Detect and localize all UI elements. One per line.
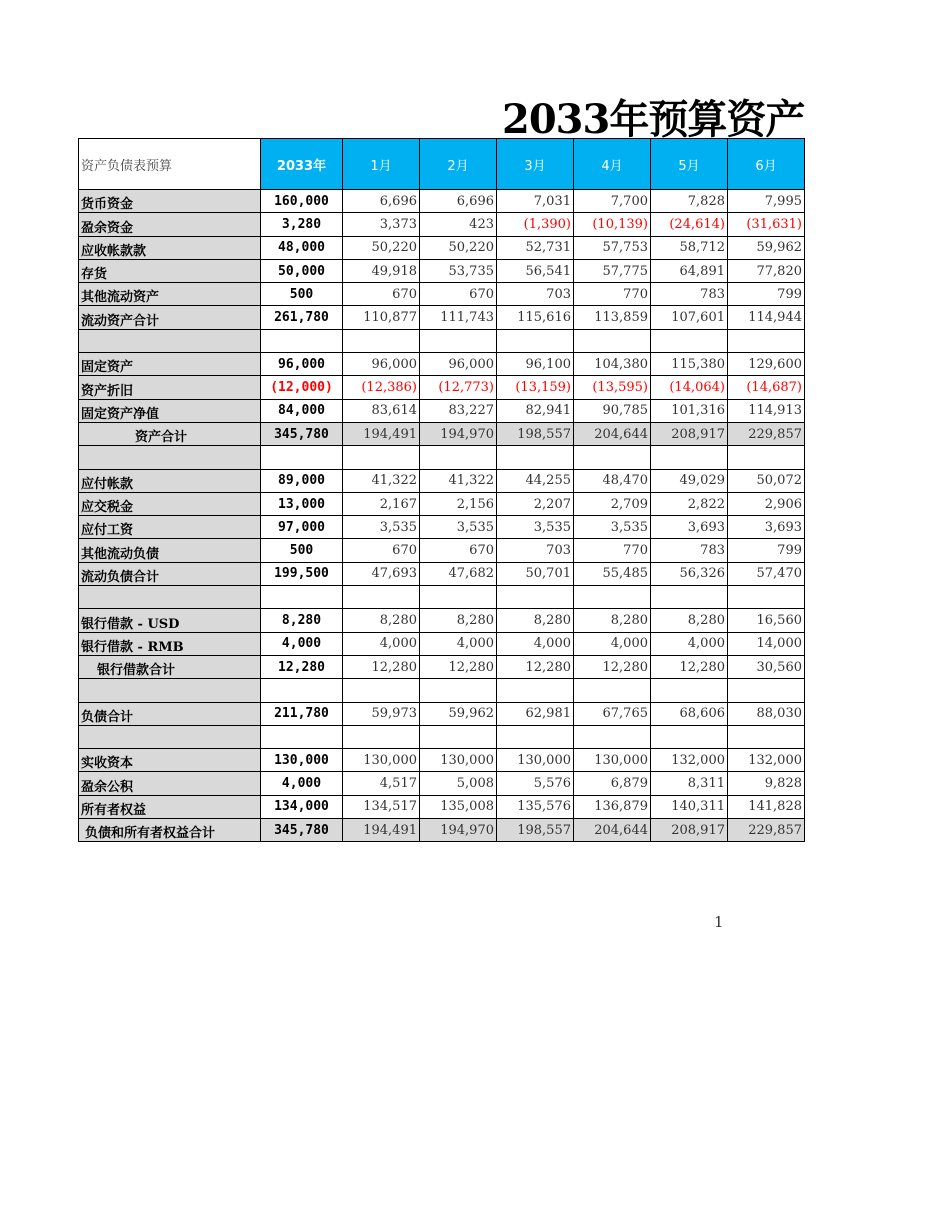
row-label-cell[interactable] xyxy=(79,725,261,748)
month-value-cell[interactable]: 59,973 xyxy=(343,702,420,725)
header-month-cell[interactable]: 2月 xyxy=(420,139,497,190)
month-value-cell[interactable]: 2,709 xyxy=(574,492,651,515)
month-value-cell[interactable]: 111,743 xyxy=(420,306,497,329)
month-value-cell[interactable]: 770 xyxy=(574,283,651,306)
month-value-cell[interactable]: 53,735 xyxy=(420,259,497,282)
month-value-cell[interactable]: 3,535 xyxy=(497,516,574,539)
month-value-cell[interactable] xyxy=(497,586,574,609)
month-value-cell[interactable]: 3,535 xyxy=(574,516,651,539)
month-value-cell[interactable]: (14,064) xyxy=(651,376,728,399)
month-value-cell[interactable]: 50,701 xyxy=(497,562,574,585)
row-label-cell[interactable]: 应付帐款 xyxy=(79,469,261,492)
table-row xyxy=(79,772,805,795)
month-value-cell[interactable]: 49,918 xyxy=(343,259,420,282)
month-value-cell[interactable]: 670 xyxy=(343,539,420,562)
month-value-cell[interactable]: 140,311 xyxy=(651,795,728,818)
month-value-cell[interactable]: 208,917 xyxy=(651,422,728,445)
row-label-cell[interactable]: 应付工资 xyxy=(79,516,261,539)
year-value-cell[interactable] xyxy=(261,446,343,469)
month-value-cell[interactable] xyxy=(728,446,805,469)
month-value-cell[interactable]: 113,859 xyxy=(574,306,651,329)
year-value-cell[interactable] xyxy=(261,725,343,748)
month-value-cell[interactable]: 88,030 xyxy=(728,702,805,725)
month-value-cell[interactable] xyxy=(420,725,497,748)
month-value-cell[interactable]: 132,000 xyxy=(651,749,728,772)
blank-row xyxy=(79,679,805,702)
month-value-cell[interactable]: 4,000 xyxy=(343,632,420,655)
month-value-cell[interactable] xyxy=(343,679,420,702)
table-row xyxy=(79,655,805,678)
month-value-cell[interactable]: (12,386) xyxy=(343,376,420,399)
row-label-cell[interactable] xyxy=(79,446,261,469)
month-value-cell[interactable]: 12,280 xyxy=(497,655,574,678)
month-value-cell[interactable]: 4,000 xyxy=(497,632,574,655)
month-value-cell[interactable]: 58,712 xyxy=(651,236,728,259)
month-value-cell[interactable]: 50,220 xyxy=(420,236,497,259)
month-value-cell[interactable]: 703 xyxy=(497,539,574,562)
month-value-cell[interactable]: 141,828 xyxy=(728,795,805,818)
month-value-cell[interactable]: 16,560 xyxy=(728,609,805,632)
month-value-cell[interactable]: (1,390) xyxy=(497,213,574,236)
table-row xyxy=(79,422,805,445)
month-value-cell[interactable]: 2,906 xyxy=(728,492,805,515)
month-value-cell[interactable] xyxy=(497,329,574,352)
month-value-cell[interactable] xyxy=(574,679,651,702)
month-value-cell[interactable]: 194,970 xyxy=(420,422,497,445)
month-value-cell[interactable]: 229,857 xyxy=(728,422,805,445)
row-label-cell[interactable] xyxy=(79,679,261,702)
table-row xyxy=(79,469,805,492)
month-value-cell[interactable] xyxy=(574,446,651,469)
month-value-cell[interactable]: 6,696 xyxy=(420,190,497,213)
header-month-cell[interactable]: 1月 xyxy=(343,139,420,190)
blank-row xyxy=(79,446,805,469)
month-value-cell[interactable]: 64,891 xyxy=(651,259,728,282)
header-month-cell[interactable]: 6月 xyxy=(728,139,805,190)
year-value-cell[interactable]: 199,500 xyxy=(261,562,343,585)
month-value-cell[interactable]: 57,470 xyxy=(728,562,805,585)
month-value-cell[interactable]: 7,031 xyxy=(497,190,574,213)
year-value-cell[interactable]: 345,780 xyxy=(261,819,343,842)
month-value-cell[interactable]: 132,000 xyxy=(728,749,805,772)
row-label-cell[interactable]: 负债和所有者权益合计 xyxy=(79,819,261,842)
month-value-cell[interactable]: 14,000 xyxy=(728,632,805,655)
year-value-cell[interactable]: 84,000 xyxy=(261,399,343,422)
row-label-cell[interactable]: 负债合计 xyxy=(79,702,261,725)
month-value-cell[interactable]: 6,879 xyxy=(574,772,651,795)
year-value-cell[interactable]: 12,280 xyxy=(261,655,343,678)
month-value-cell[interactable]: 50,220 xyxy=(343,236,420,259)
month-value-cell[interactable]: (13,159) xyxy=(497,376,574,399)
table-row xyxy=(79,283,805,306)
month-value-cell[interactable]: (31,631) xyxy=(728,213,805,236)
month-value-cell[interactable] xyxy=(497,679,574,702)
year-value-cell[interactable]: 97,000 xyxy=(261,516,343,539)
month-value-cell[interactable]: 3,693 xyxy=(651,516,728,539)
month-value-cell[interactable] xyxy=(343,329,420,352)
blank-row xyxy=(79,725,805,748)
month-value-cell[interactable]: 3,693 xyxy=(728,516,805,539)
month-value-cell[interactable]: 4,000 xyxy=(574,632,651,655)
month-value-cell[interactable]: 4,517 xyxy=(343,772,420,795)
table-row xyxy=(79,562,805,585)
year-value-cell[interactable]: 211,780 xyxy=(261,702,343,725)
month-value-cell[interactable]: 83,614 xyxy=(343,399,420,422)
year-value-cell[interactable]: 4,000 xyxy=(261,632,343,655)
month-value-cell[interactable]: 62,981 xyxy=(497,702,574,725)
year-value-cell[interactable]: 261,780 xyxy=(261,306,343,329)
month-value-cell[interactable]: 6,696 xyxy=(343,190,420,213)
month-value-cell[interactable]: 208,917 xyxy=(651,819,728,842)
month-value-cell[interactable] xyxy=(497,725,574,748)
year-value-cell[interactable] xyxy=(261,329,343,352)
month-value-cell[interactable]: 135,576 xyxy=(497,795,574,818)
row-label-cell[interactable]: 其他流动负债 xyxy=(79,539,261,562)
month-value-cell[interactable]: 8,280 xyxy=(343,609,420,632)
month-value-cell[interactable]: 130,000 xyxy=(343,749,420,772)
header-year-cell[interactable]: 2033年 xyxy=(261,139,343,190)
table-row xyxy=(79,236,805,259)
table-row xyxy=(79,702,805,725)
month-value-cell[interactable]: 5,576 xyxy=(497,772,574,795)
month-value-cell[interactable]: 670 xyxy=(343,283,420,306)
table-row xyxy=(79,632,805,655)
month-value-cell[interactable] xyxy=(420,329,497,352)
month-value-cell[interactable] xyxy=(420,586,497,609)
month-value-cell[interactable]: 110,877 xyxy=(343,306,420,329)
month-value-cell[interactable]: 30,560 xyxy=(728,655,805,678)
month-value-cell[interactable]: 8,280 xyxy=(497,609,574,632)
row-label-cell[interactable]: 应收帐款款 xyxy=(79,236,261,259)
table-row xyxy=(79,376,805,399)
month-value-cell[interactable]: 703 xyxy=(497,283,574,306)
month-value-cell[interactable]: 82,941 xyxy=(497,399,574,422)
table-row xyxy=(79,259,805,282)
month-value-cell[interactable]: 3,535 xyxy=(420,516,497,539)
month-value-cell[interactable]: 7,995 xyxy=(728,190,805,213)
month-value-cell[interactable]: 3,535 xyxy=(343,516,420,539)
month-value-cell[interactable]: 47,693 xyxy=(343,562,420,585)
month-value-cell[interactable]: 5,008 xyxy=(420,772,497,795)
month-value-cell[interactable]: 114,944 xyxy=(728,306,805,329)
month-value-cell[interactable]: 48,470 xyxy=(574,469,651,492)
year-value-cell[interactable]: 96,000 xyxy=(261,353,343,376)
month-value-cell[interactable]: 77,820 xyxy=(728,259,805,282)
year-value-cell[interactable]: 48,000 xyxy=(261,236,343,259)
month-value-cell[interactable]: 96,100 xyxy=(497,353,574,376)
month-value-cell[interactable]: (24,614) xyxy=(651,213,728,236)
year-value-cell[interactable]: 4,000 xyxy=(261,772,343,795)
row-label-cell[interactable]: 流动资产合计 xyxy=(79,306,261,329)
month-value-cell[interactable] xyxy=(343,446,420,469)
year-value-cell[interactable]: 89,000 xyxy=(261,469,343,492)
table-row xyxy=(79,539,805,562)
month-value-cell[interactable]: 129,600 xyxy=(728,353,805,376)
month-value-cell[interactable] xyxy=(651,679,728,702)
month-value-cell[interactable]: 194,491 xyxy=(343,819,420,842)
month-value-cell[interactable]: 4,000 xyxy=(420,632,497,655)
month-value-cell[interactable] xyxy=(651,725,728,748)
month-value-cell[interactable]: 135,008 xyxy=(420,795,497,818)
month-value-cell[interactable]: 2,822 xyxy=(651,492,728,515)
month-value-cell[interactable]: 68,606 xyxy=(651,702,728,725)
month-value-cell[interactable]: 783 xyxy=(651,539,728,562)
year-value-cell[interactable] xyxy=(261,586,343,609)
blank-row xyxy=(79,586,805,609)
month-value-cell[interactable] xyxy=(574,586,651,609)
month-value-cell[interactable]: 130,000 xyxy=(574,749,651,772)
year-value-cell[interactable]: 3,280 xyxy=(261,213,343,236)
row-label-cell[interactable]: 固定资产 xyxy=(79,353,261,376)
month-value-cell[interactable]: 56,326 xyxy=(651,562,728,585)
row-label-cell[interactable] xyxy=(79,329,261,352)
row-label-cell[interactable]: 银行借款 - USD xyxy=(79,609,261,632)
table-row xyxy=(79,492,805,515)
month-value-cell[interactable]: 799 xyxy=(728,283,805,306)
month-value-cell[interactable]: 670 xyxy=(420,283,497,306)
year-value-cell[interactable]: 500 xyxy=(261,283,343,306)
month-value-cell[interactable]: (12,773) xyxy=(420,376,497,399)
header-month-cell[interactable]: 4月 xyxy=(574,139,651,190)
month-value-cell[interactable]: (14,687) xyxy=(728,376,805,399)
header-month-cell[interactable]: 5月 xyxy=(651,139,728,190)
month-value-cell[interactable]: 783 xyxy=(651,283,728,306)
year-value-cell[interactable]: 50,000 xyxy=(261,259,343,282)
month-value-cell[interactable] xyxy=(728,586,805,609)
month-value-cell[interactable]: 12,280 xyxy=(343,655,420,678)
year-value-cell[interactable]: 160,000 xyxy=(261,190,343,213)
month-value-cell[interactable]: 56,541 xyxy=(497,259,574,282)
month-value-cell[interactable] xyxy=(497,446,574,469)
year-value-cell[interactable]: (12,000) xyxy=(261,376,343,399)
month-value-cell[interactable]: 107,601 xyxy=(651,306,728,329)
row-label-cell[interactable]: 实收资本 xyxy=(79,749,261,772)
month-value-cell[interactable]: 4,000 xyxy=(651,632,728,655)
month-value-cell[interactable] xyxy=(728,329,805,352)
header-row xyxy=(79,139,805,190)
year-value-cell[interactable]: 8,280 xyxy=(261,609,343,632)
month-value-cell[interactable] xyxy=(343,586,420,609)
month-value-cell[interactable]: 770 xyxy=(574,539,651,562)
month-value-cell[interactable]: 7,700 xyxy=(574,190,651,213)
table-row xyxy=(79,749,805,772)
month-value-cell[interactable] xyxy=(651,446,728,469)
month-value-cell[interactable]: 3,373 xyxy=(343,213,420,236)
month-value-cell[interactable]: 12,280 xyxy=(651,655,728,678)
row-label-cell[interactable]: 盈余公积 xyxy=(79,772,261,795)
month-value-cell[interactable]: 49,029 xyxy=(651,469,728,492)
blank-row xyxy=(79,329,805,352)
month-value-cell[interactable]: 204,644 xyxy=(574,422,651,445)
month-value-cell[interactable]: (13,595) xyxy=(574,376,651,399)
month-value-cell[interactable] xyxy=(651,329,728,352)
year-value-cell[interactable]: 13,000 xyxy=(261,492,343,515)
table-row xyxy=(79,609,805,632)
month-value-cell[interactable]: 194,491 xyxy=(343,422,420,445)
row-label-cell[interactable]: 流动负债合计 xyxy=(79,562,261,585)
page-number: 1 xyxy=(714,913,724,931)
month-value-cell[interactable] xyxy=(728,725,805,748)
month-value-cell[interactable]: 12,280 xyxy=(420,655,497,678)
month-value-cell[interactable]: 59,962 xyxy=(420,702,497,725)
month-value-cell[interactable]: 134,517 xyxy=(343,795,420,818)
month-value-cell[interactable]: 670 xyxy=(420,539,497,562)
row-label-cell[interactable]: 银行借款 - RMB xyxy=(79,632,261,655)
month-value-cell[interactable]: 204,644 xyxy=(574,819,651,842)
month-value-cell[interactable]: 59,962 xyxy=(728,236,805,259)
month-value-cell[interactable]: 50,072 xyxy=(728,469,805,492)
month-value-cell[interactable]: 57,753 xyxy=(574,236,651,259)
year-value-cell[interactable] xyxy=(261,679,343,702)
row-label-cell[interactable]: 资产折旧 xyxy=(79,376,261,399)
month-value-cell[interactable]: 41,322 xyxy=(420,469,497,492)
month-value-cell[interactable]: 8,280 xyxy=(651,609,728,632)
month-value-cell[interactable]: 104,380 xyxy=(574,353,651,376)
month-value-cell[interactable]: 799 xyxy=(728,539,805,562)
year-value-cell[interactable]: 130,000 xyxy=(261,749,343,772)
month-value-cell[interactable] xyxy=(728,679,805,702)
month-value-cell[interactable]: 90,785 xyxy=(574,399,651,422)
row-label-cell[interactable]: 其他流动资产 xyxy=(79,283,261,306)
month-value-cell[interactable]: 57,775 xyxy=(574,259,651,282)
row-label-cell[interactable]: 所有者权益 xyxy=(79,795,261,818)
month-value-cell[interactable]: 2,156 xyxy=(420,492,497,515)
month-value-cell[interactable]: 12,280 xyxy=(574,655,651,678)
month-value-cell[interactable]: 96,000 xyxy=(420,353,497,376)
balance-sheet-table xyxy=(78,138,805,842)
month-value-cell[interactable]: 44,255 xyxy=(497,469,574,492)
month-value-cell[interactable]: 101,316 xyxy=(651,399,728,422)
month-value-cell[interactable]: 130,000 xyxy=(420,749,497,772)
month-value-cell[interactable]: 96,000 xyxy=(343,353,420,376)
table-row xyxy=(79,213,805,236)
row-label-cell[interactable]: 应交税金 xyxy=(79,492,261,515)
month-value-cell[interactable]: 9,828 xyxy=(728,772,805,795)
month-value-cell[interactable]: 115,380 xyxy=(651,353,728,376)
row-label-cell[interactable]: 银行借款合计 xyxy=(79,655,261,678)
month-value-cell[interactable] xyxy=(343,725,420,748)
month-value-cell[interactable]: 41,322 xyxy=(343,469,420,492)
month-value-cell[interactable]: 198,557 xyxy=(497,422,574,445)
header-month-cell[interactable]: 3月 xyxy=(497,139,574,190)
month-value-cell[interactable]: 130,000 xyxy=(497,749,574,772)
month-value-cell[interactable]: 115,616 xyxy=(497,306,574,329)
table-row xyxy=(79,190,805,213)
year-value-cell[interactable]: 500 xyxy=(261,539,343,562)
row-label-cell[interactable]: 盈余资金 xyxy=(79,213,261,236)
header-label-cell[interactable]: 资产负债表预算 xyxy=(79,139,261,190)
month-value-cell[interactable] xyxy=(574,725,651,748)
month-value-cell[interactable]: 114,913 xyxy=(728,399,805,422)
row-label-cell[interactable]: 货币资金 xyxy=(79,190,261,213)
month-value-cell[interactable]: 136,879 xyxy=(574,795,651,818)
month-value-cell[interactable]: 2,167 xyxy=(343,492,420,515)
month-value-cell[interactable]: 7,828 xyxy=(651,190,728,213)
table-row xyxy=(79,353,805,376)
table-row xyxy=(79,306,805,329)
month-value-cell[interactable] xyxy=(574,329,651,352)
row-label-cell[interactable]: 固定资产净值 xyxy=(79,399,261,422)
year-value-cell[interactable]: 134,000 xyxy=(261,795,343,818)
month-value-cell[interactable]: 47,682 xyxy=(420,562,497,585)
month-value-cell[interactable]: 52,731 xyxy=(497,236,574,259)
month-value-cell[interactable]: 8,280 xyxy=(420,609,497,632)
row-label-cell[interactable] xyxy=(79,586,261,609)
table-row xyxy=(79,399,805,422)
month-value-cell[interactable]: 8,311 xyxy=(651,772,728,795)
month-value-cell[interactable]: 83,227 xyxy=(420,399,497,422)
month-value-cell[interactable]: 55,485 xyxy=(574,562,651,585)
month-value-cell[interactable]: 8,280 xyxy=(574,609,651,632)
month-value-cell[interactable]: 229,857 xyxy=(728,819,805,842)
month-value-cell[interactable]: (10,139) xyxy=(574,213,651,236)
month-value-cell[interactable]: 67,765 xyxy=(574,702,651,725)
month-value-cell[interactable]: 423 xyxy=(420,213,497,236)
year-value-cell[interactable]: 345,780 xyxy=(261,422,343,445)
month-value-cell[interactable]: 194,970 xyxy=(420,819,497,842)
month-value-cell[interactable] xyxy=(420,446,497,469)
row-label-cell[interactable]: 资产合计 xyxy=(79,422,261,445)
row-label-cell[interactable]: 存货 xyxy=(79,259,261,282)
month-value-cell[interactable] xyxy=(651,586,728,609)
month-value-cell[interactable] xyxy=(420,679,497,702)
table-row xyxy=(79,819,805,842)
table-row xyxy=(79,516,805,539)
month-value-cell[interactable]: 2,207 xyxy=(497,492,574,515)
month-value-cell[interactable]: 198,557 xyxy=(497,819,574,842)
table-row xyxy=(79,795,805,818)
page-title: 2033年预算资产 xyxy=(502,96,805,138)
